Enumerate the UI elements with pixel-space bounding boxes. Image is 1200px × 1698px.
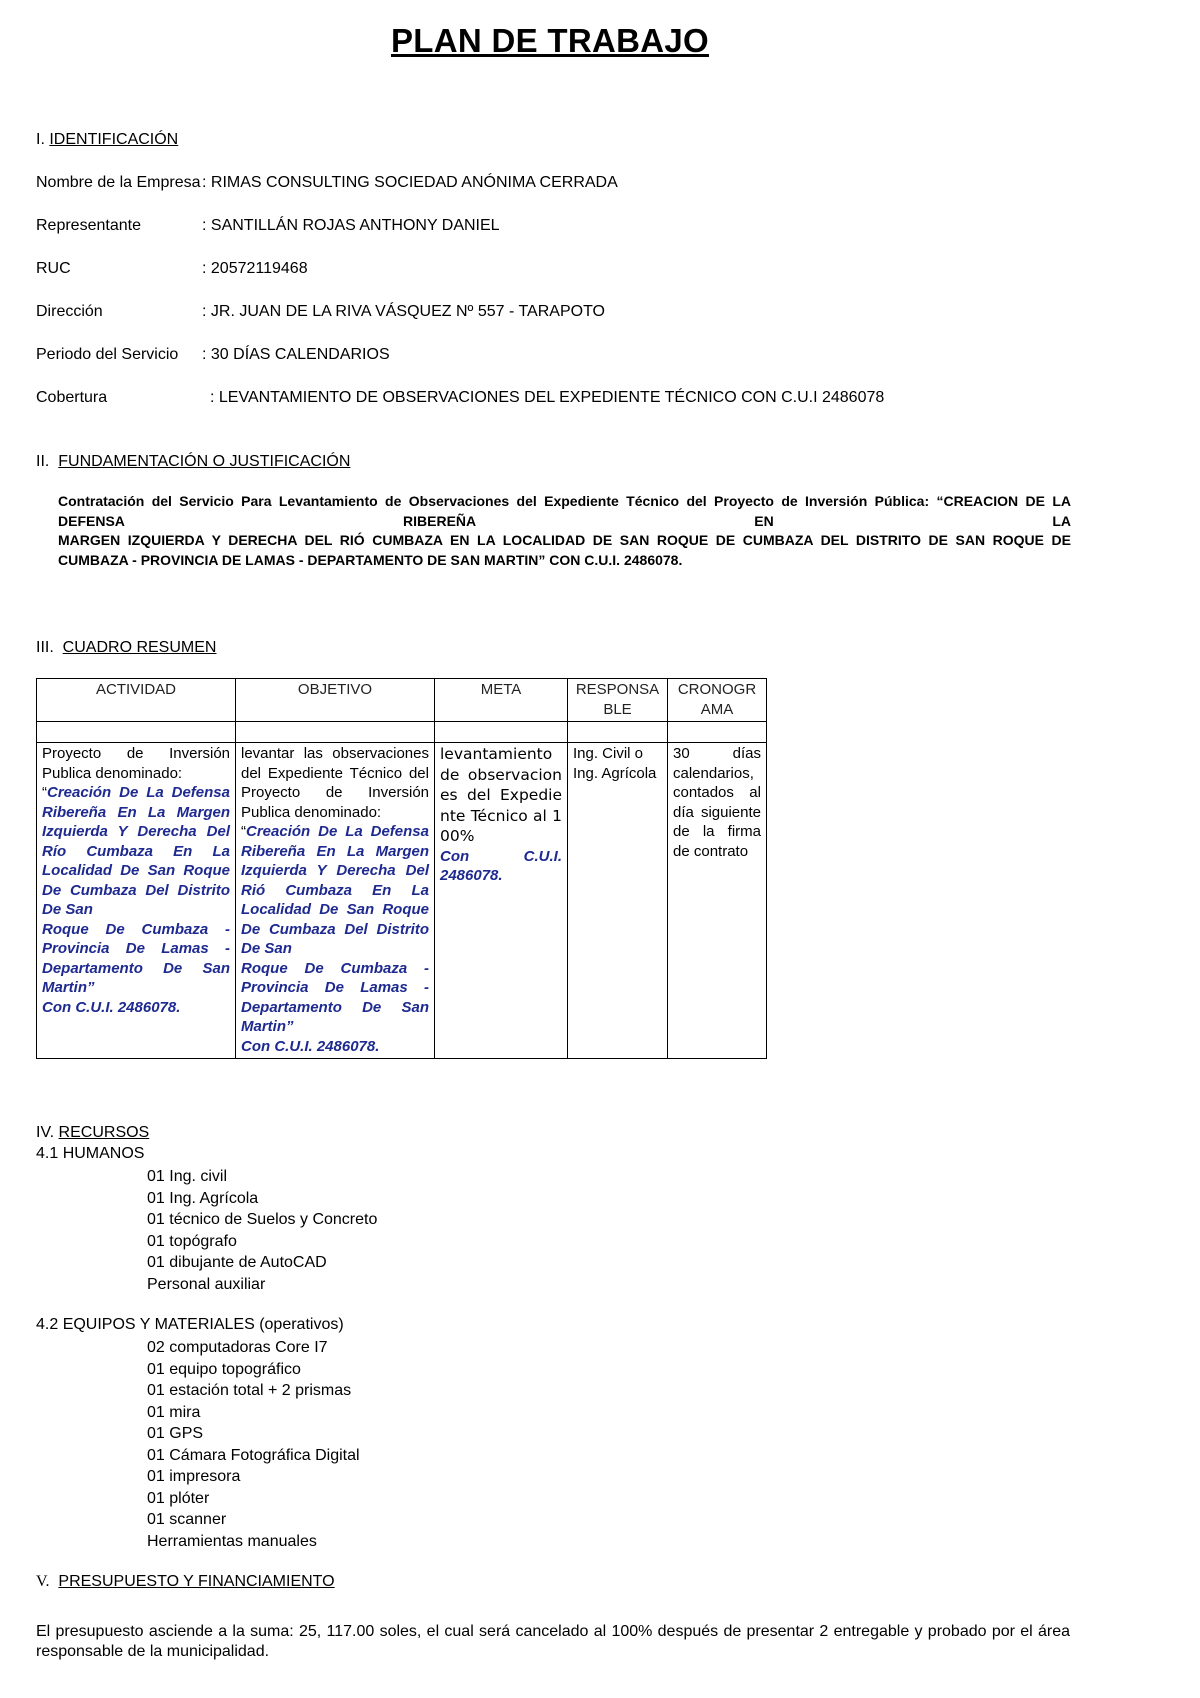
actividad-intro: Proyecto de Inversión Publica denominado: <box>42 745 230 782</box>
justificacion-line: Contratación del Servicio Para Levantamiento de Observaciones del Expediente Técnico del Proyecto de Inversión Pública: “CREACION DE LA <box>58 493 1071 509</box>
justificacion-line: DEFENSA RIBEREÑA EN LA <box>58 512 1071 529</box>
value-empresa: : RIMAS CONSULTING SOCIEDAD ANÓNIMA CERRADA <box>202 174 618 191</box>
equipos-list <box>147 1337 360 1552</box>
section-title: CUADRO RESUMEN <box>62 639 217 656</box>
value-direccion: : JR. JUAN DE LA RIVA VÁSQUEZ Nº 557 - TARAPOTO <box>202 303 605 320</box>
justificacion-line: MARGEN IZQUIERDA Y DERECHA DEL RIÓ CUMBAZA EN LA LOCALIDAD DE SAN ROQUE DE CUMBAZA DEL DISTRITO DE SAN ROQUE DE <box>58 532 1071 548</box>
summary-table <box>36 678 767 1059</box>
list-item: 01 mira <box>147 1403 201 1421</box>
cell-actividad: Proyecto de Inversión Publica denominado: “Creación De La Defensa Ribereña En La Margen Izquierda Y Derecha Del Río Cumbaza En La Localidad De San Roque De Cumbaza Del Distrito De San Roque De Cumbaza - Provincia De Lamas - Departamento De San Martin” Con C.U.I. 2486078. <box>37 743 236 1059</box>
label-empresa: Nombre de la Empresa <box>36 174 201 191</box>
cell-meta <box>435 743 568 1059</box>
cell-responsable: Ing. Civil o Ing. Agrícola <box>568 743 668 1059</box>
equipos-title: 4.2 EQUIPOS Y MATERIALES (operativos) <box>36 1316 344 1333</box>
objetivo-intro: levantar las observaciones del Expediente Técnico del Proyecto de Inversión Publica denominado: <box>241 745 429 821</box>
actividad-cui: Con C.U.I. 2486078. <box>42 998 181 1016</box>
value-representante: : SANTILLÁN ROJAS ANTHONY DANIEL <box>202 217 500 234</box>
section-title: FUNDAMENTACIÓN O JUSTIFICACIÓN <box>58 453 351 470</box>
list-item: 01 impresora <box>147 1468 241 1485</box>
header-cronograma: CRONOGRAMA <box>668 679 767 722</box>
list-item: 01 topógrafo <box>147 1232 237 1250</box>
objetivo-project: Creación De La Defensa Ribereña En La Margen Izquierda Y Derecha Del Rió Cumbaza En La Localidad De San Roque De Cumbaza Del Distrito De San <box>241 823 429 957</box>
actividad-project-cont: Roque De Cumbaza - Provincia De Lamas - Departamento De San Martin” <box>42 920 230 996</box>
section-title: PRESUPUESTO Y FINANCIAMIENTO <box>58 1573 335 1590</box>
header-actividad: ACTIVIDAD <box>37 679 236 722</box>
list-item: 01 plóter <box>147 1489 210 1507</box>
section-title: RECURSOS <box>58 1124 150 1141</box>
presupuesto-paragraph: El presupuesto asciende a la suma: 25, 117.00 soles, el cual será cancelado al 100% después de presentar 2 entregable y probado por el área responsable de la municipalidad. <box>36 1623 1070 1660</box>
justificacion-paragraph <box>58 492 1071 570</box>
cell-cronograma: 30 días calendarios, contados al día siguiente de la firma de contrato <box>668 743 767 1059</box>
header-meta: META <box>435 679 568 722</box>
list-item: Herramientas manuales <box>147 1532 317 1550</box>
justificacion-line: CUMBAZA - PROVINCIA DE LAMAS - DEPARTAMENTO DE SAN MARTIN” CON C.U.I. 2486078. <box>58 551 683 568</box>
header-responsable: RESPONSABLE <box>568 679 668 722</box>
humanos-title: 4.1 HUMANOS <box>36 1145 145 1162</box>
meta-text: levantamiento de observaciones del Expediente Técnico al 100% <box>440 745 562 845</box>
value-ruc: : 20572119468 <box>202 260 308 277</box>
humanos-list <box>147 1166 377 1295</box>
list-item: 01 scanner <box>147 1511 227 1528</box>
actividad-project: Creación De La Defensa Ribereña En La Margen Izquierda Y Derecha Del Río Cumbaza En La Localidad De San Roque De Cumbaza Del Distrito De San <box>42 784 230 918</box>
list-item: 01 Ing. Agrícola <box>147 1189 259 1207</box>
meta-cui: Con C.U.I. 2486078. <box>440 847 562 884</box>
section-presupuesto-heading <box>36 1573 335 1591</box>
value-cobertura: : LEVANTAMIENTO DE OBSERVACIONES DEL EXPEDIENTE TÉCNICO CON C.U.I 2486078 <box>210 389 885 406</box>
list-item: 01 Cámara Fotográfica Digital <box>147 1446 360 1464</box>
table-blank-row <box>37 722 767 743</box>
label-representante: Representante <box>36 217 141 234</box>
objetivo-project-cont: Roque De Cumbaza - Provincia De Lamas - Departamento De San Martin” <box>241 959 429 1035</box>
list-item: 01 estación total + 2 prismas <box>147 1382 352 1399</box>
header-objetivo: OBJETIVO <box>236 679 435 722</box>
list-item: 01 Ing. civil <box>147 1168 228 1185</box>
section-title: IDENTIFICACIÓN <box>49 131 179 148</box>
section-number: V. <box>36 1573 50 1590</box>
label-ruc: RUC <box>36 260 71 277</box>
table-row <box>37 743 767 1059</box>
cell-objetivo: levantar las observaciones del Expediente Técnico del Proyecto de Inversión Publica denominado: “Creación De La Defensa Ribereña En La Margen Izquierda Y Derecha Del Rió Cumbaza En La Localidad De San Roque De Cumbaza Del Distrito De San Roque De Cumbaza - Provincia De Lamas - Departamento De San Martin” Con C.U.I. 2486078. <box>236 743 435 1059</box>
section-number: II. <box>36 453 50 470</box>
document-title: PLAN DE TRABAJO <box>390 22 710 59</box>
list-item: 01 técnico de Suelos y Concreto <box>147 1211 378 1228</box>
list-item: 01 equipo topográfico <box>147 1360 301 1378</box>
list-item: 01 GPS <box>147 1425 204 1442</box>
label-direccion: Dirección <box>36 303 103 320</box>
section-identificacion-heading <box>36 131 178 149</box>
list-item: Personal auxiliar <box>147 1275 266 1293</box>
label-cobertura: Cobertura <box>36 389 108 406</box>
section-number: I. <box>36 131 45 148</box>
section-number: IV. <box>36 1124 55 1141</box>
section-fundamentacion-heading <box>36 453 350 471</box>
label-periodo: Periodo del Servicio <box>36 346 179 363</box>
section-cuadro-heading <box>36 639 216 657</box>
value-periodo: : 30 DÍAS CALENDARIOS <box>202 346 390 363</box>
list-item: 02 computadoras Core I7 <box>147 1339 328 1356</box>
objetivo-cui: Con C.U.I. 2486078. <box>241 1037 380 1055</box>
table-header-row <box>37 679 767 722</box>
section-number: III. <box>36 639 54 656</box>
list-item: 01 dibujante de AutoCAD <box>147 1254 327 1271</box>
section-recursos-heading <box>36 1124 149 1142</box>
